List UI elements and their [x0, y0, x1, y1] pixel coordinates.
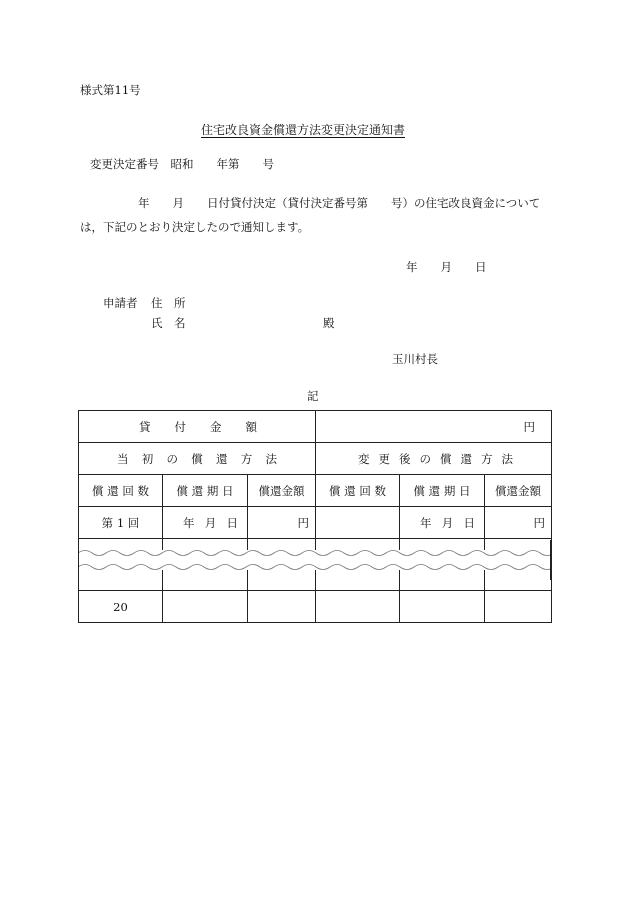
- document-title: 住宅改良資金償還方法変更決定通知書: [201, 123, 406, 137]
- col-date-changed: 償 還 期 日: [400, 475, 485, 507]
- loan-amount-value-cell: [316, 411, 552, 443]
- changed-method-label: 変 更 後 の 償 還 方 法: [316, 443, 552, 475]
- record-heading: 記: [307, 389, 319, 403]
- applicant-honorific: 殿: [323, 316, 335, 330]
- applicant-name-label: 氏 名: [151, 316, 186, 330]
- col-amount-changed: 償還金額: [485, 475, 552, 507]
- col-amount-original: 償還金額: [248, 475, 316, 507]
- issuer: 玉川村長: [392, 352, 438, 366]
- table-row: [79, 507, 552, 539]
- applicant-address-label: 住 所: [151, 296, 186, 310]
- first-date-cell: 年 月 日: [163, 507, 248, 539]
- notice-date: 年 月 日: [406, 260, 487, 274]
- last-count-cell: 20: [79, 591, 163, 623]
- col-count-changed: 償 還 回 数: [316, 475, 400, 507]
- method-header-row: [79, 443, 552, 475]
- first-date-changed-cell: 年 月 日: [400, 507, 485, 539]
- first-amount-cell: 円: [248, 507, 316, 539]
- loan-amount-label-cell: 貸 付 金 額: [79, 411, 316, 443]
- applicant-label: 申請者: [103, 296, 138, 310]
- first-count-changed-cell: [316, 507, 400, 539]
- first-amount-changed-cell: 円: [485, 507, 552, 539]
- loan-amount-row: [79, 411, 552, 443]
- change-decision-number: 変更決定番号 昭和 年第 号: [90, 157, 274, 171]
- form-number: 様式第11号: [80, 83, 141, 97]
- col-count-original: 償 還 回 数: [79, 475, 163, 507]
- table-row: [79, 591, 552, 623]
- first-count-cell: 第 1 回: [79, 507, 163, 539]
- body-text-line-2: は，下記のとおり決定したので通知します。: [80, 220, 310, 234]
- omission-wave-break: [78, 540, 551, 580]
- col-date-original: 償 還 期 日: [163, 475, 248, 507]
- yen-unit: 円: [523, 419, 535, 434]
- repayment-table: [78, 410, 552, 623]
- column-header-row: [79, 475, 552, 507]
- original-method-label: 当 初 の 償 還 方 法: [79, 443, 316, 475]
- body-text-line-1: 年 月 日付貸付決定（貸付決定番号第 号）の住宅改良資金について: [138, 196, 541, 210]
